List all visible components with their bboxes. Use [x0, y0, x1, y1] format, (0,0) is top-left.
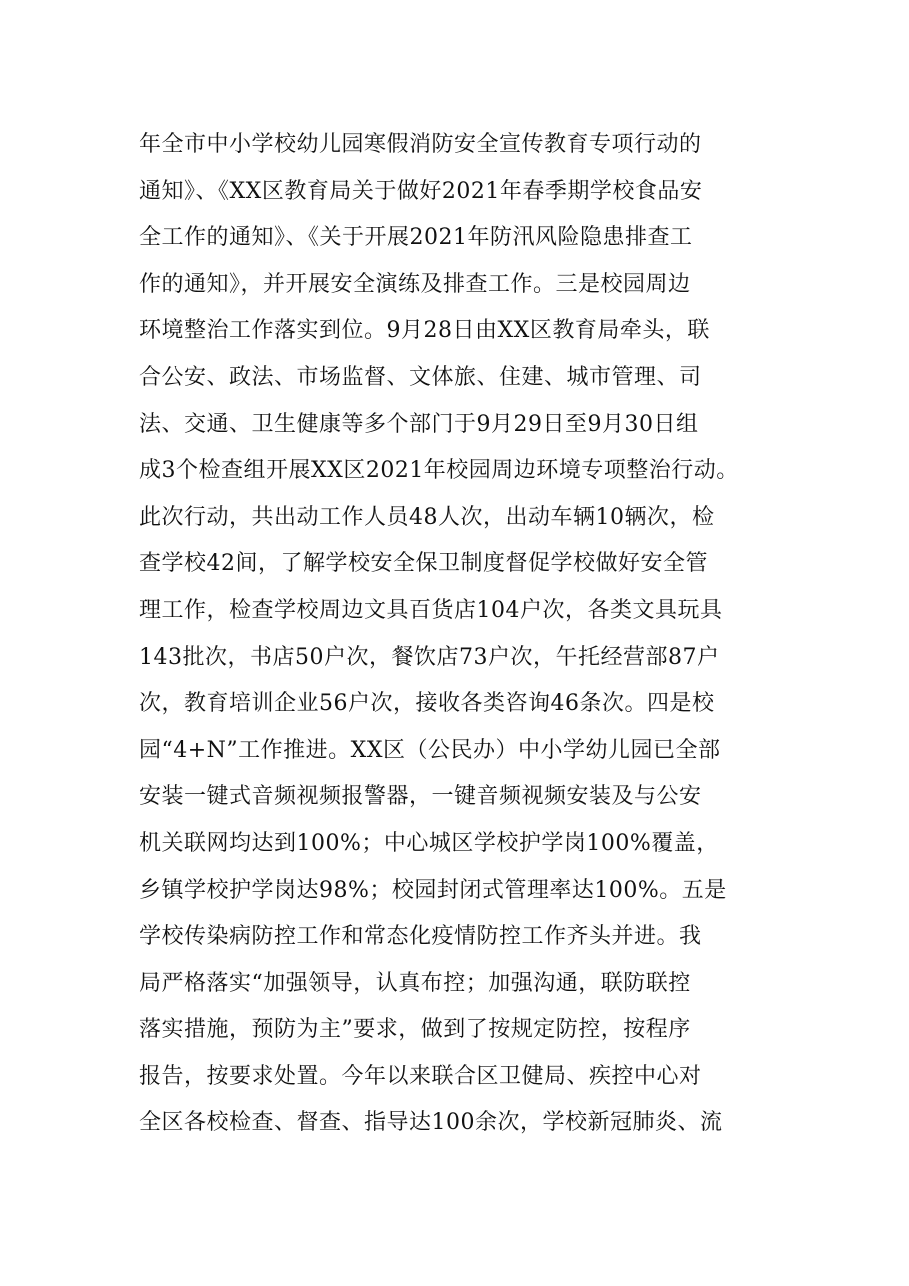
- text-line: 通知》、《XX区教育局关于做好2021年春季期学校食品安: [139, 178, 703, 204]
- text-line: 合公安、政法、市场监督、文体旅、住建、城市管理、司: [139, 364, 702, 390]
- text-line: 园“4+N”工作推进。XX区（公民办）中小学幼儿园已全部: [139, 737, 721, 763]
- text-line: 成3个检查组开展XX区2021年校园周边环境专项整治行动。: [139, 458, 739, 484]
- text-line: 乡镇学校护学岗达98%；校园封闭式管理率达100%。五是: [139, 877, 727, 903]
- text-line: 全区各校检查、督查、指导达100余次，学校新冠肺炎、流: [139, 1110, 723, 1136]
- text-line: 作的通知》，并开展安全演练及排查工作。三是校园周边: [139, 271, 691, 297]
- text-line: 查学校42间，了解学校安全保卫制度督促学校做好安全管: [139, 551, 708, 577]
- text-line: 法、交通、卫生健康等多个部门于9月29日至9月30日组: [139, 411, 699, 437]
- text-line: 理工作，检查学校周边文具百货店104户次，各类文具玩具: [139, 597, 723, 623]
- text-line: 报告，按要求处置。今年以来联合区卫健局、疾控中心对: [139, 1063, 702, 1089]
- text-line: 此次行动，共出动工作人员48人次，出动车辆10辆次，检: [139, 504, 715, 530]
- text-line: 环境整治工作落实到位。9月28日由XX区教育局牵头，联: [139, 318, 710, 344]
- text-line: 安装一键式音频视频报警器，一键音频视频安装及与公安: [139, 784, 702, 810]
- body-text: [139, 122, 799, 1147]
- text-line: 落实措施，预防为主”要求，做到了按规定防控，按程序: [139, 1017, 691, 1043]
- text-line: 机关联网均达到100%；中心城区学校护学岗100%覆盖，: [139, 830, 719, 856]
- text-line: 学校传染病防控工作和常态化疫情防控工作齐头并进。我: [139, 924, 702, 950]
- text-line: 次，教育培训企业56户次，接收各类咨询46条次。四是校: [139, 691, 715, 717]
- text-line: 全工作的通知》、《关于开展2021年防汛风险隐患排查工: [139, 225, 693, 251]
- text-line: 局严格落实“加强领导，认真布控；加强沟通，联防联控: [139, 970, 691, 996]
- text-line: 143批次，书店50户次，餐饮店73户次，午托经营部87户: [139, 644, 720, 670]
- text-line: 年全市中小学校幼儿园寒假消防安全宣传教育专项行动的: [139, 132, 702, 157]
